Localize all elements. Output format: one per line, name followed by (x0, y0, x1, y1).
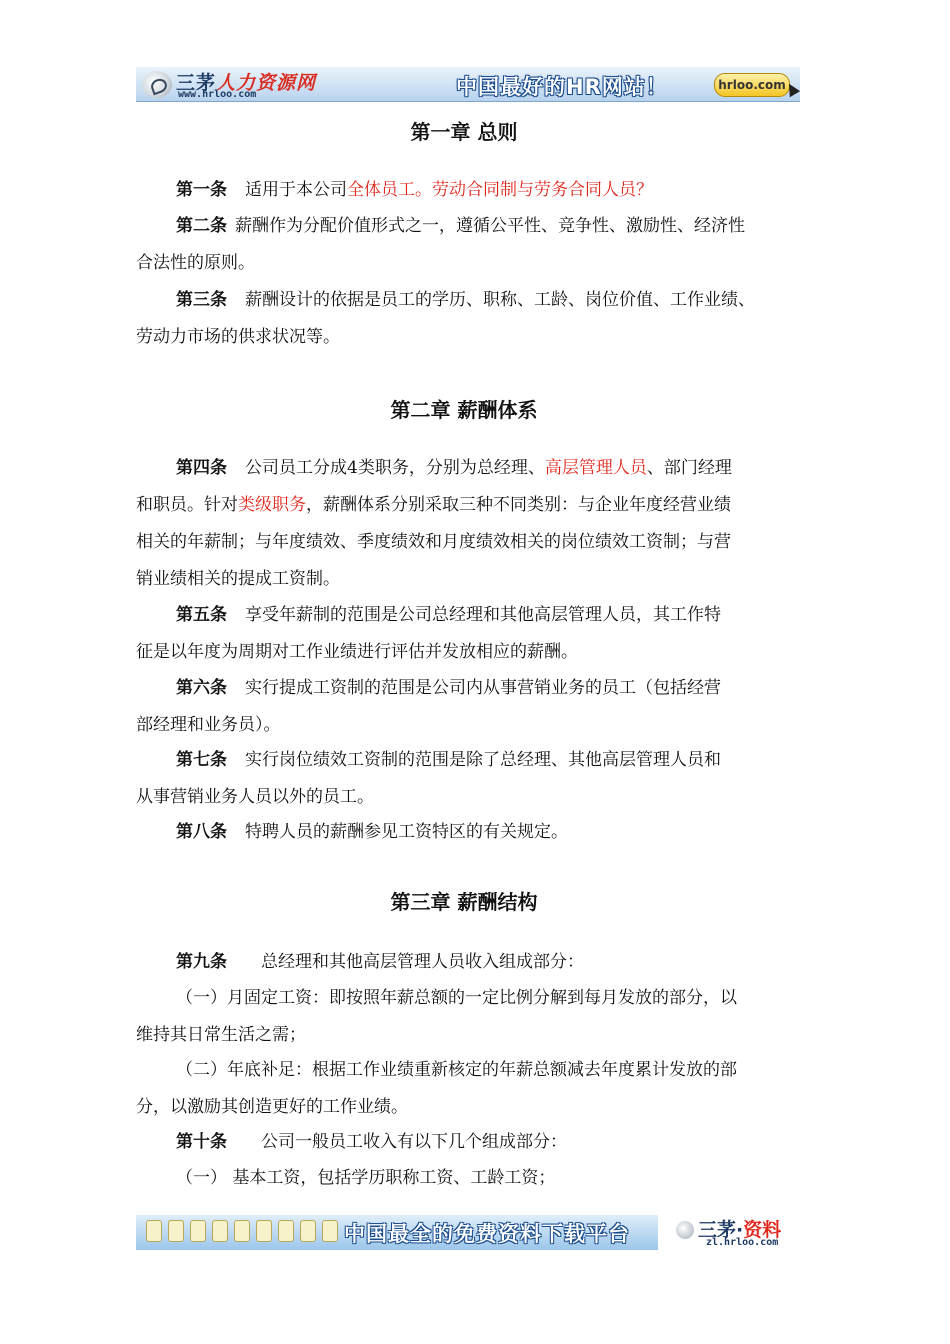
article-5: 第五条 享受年薪制的范围是公司总经理和其他高层管理人员，其工作特 征是以年度为周期对工作业绩进行评估并发放相应的薪酬。 (136, 605, 721, 662)
document-icon (256, 1220, 272, 1242)
article-9: 第九条 总经理和其他高层管理人员收入组成部分： (176, 952, 584, 972)
document-icon (168, 1220, 184, 1242)
article-6: 第六条 实行提成工资制的范围是公司内从事营销业务的员工（包括经营 部经理和业务员）。 (136, 678, 721, 735)
document-icon (234, 1220, 250, 1242)
top-banner[interactable] (136, 67, 800, 102)
clause-10-1: （一） 基本工资，包括学历职称工资、工龄工资； (176, 1168, 556, 1188)
highlighted-text: 高层管理人员 (544, 458, 647, 478)
article-label: 第四条 (176, 458, 227, 478)
article-3: 第三条 薪酬设计的依据是员工的学历、职称、工龄、岗位价值、工作业绩、 劳动力市场的供求状况等。 (136, 290, 755, 347)
bottom-banner[interactable] (136, 1215, 658, 1250)
highlighted-text: 类级职务 (238, 495, 306, 515)
clause-9-1: （一）月固定工资：即按照年薪总额的一定比例分解到每月发放的部分，以 维持其日常生活之需； (136, 988, 737, 1045)
hrloo-logo-icon (142, 71, 172, 98)
highlighted-text: 全体员工。劳动合同制与劳务合同人员？ (347, 180, 653, 200)
article-label: 第二条 (176, 216, 227, 236)
article-10: 第十条 公司一般员工收入有以下几个组成部分： (176, 1132, 567, 1152)
document-icons (146, 1220, 338, 1242)
chapter-title-1: 第一章 总则 (410, 120, 518, 144)
article-4: 第四条 公司员工分成4类职务，分别为总经理、高层管理人员、部门经理 和职员。针对类级职务，薪酬体系分别采取三种不同类别：与企业年度经营业绩 相关的年薪制；与年度绩效、季度绩效和月度绩效相关的岗位绩效工资制；与营 销业绩相关的提成工资制。 (136, 458, 732, 589)
article-label: 第六条 (176, 678, 227, 698)
document-icon (190, 1220, 206, 1242)
bottom-logo-name: 三茅·资料 (698, 1219, 782, 1241)
site-link-button[interactable]: hrloo.com (714, 73, 790, 97)
article-label: 第七条 (176, 750, 227, 770)
document-icon (322, 1220, 338, 1242)
chapter-title-3: 第三章 薪酬结构 (390, 890, 538, 914)
article-label: 第十条 (176, 1132, 227, 1152)
article-8: 第八条 特聘人员的薪酬参见工资特区的有关规定。 (176, 822, 568, 842)
document-icon (300, 1220, 316, 1242)
chapter-title-2: 第二章 薪酬体系 (390, 398, 538, 422)
article-label: 第八条 (176, 822, 227, 842)
clause-9-2: （二）年底补足：根据工作业绩重新核定的年薪总额减去年度累计发放的部 分，以激励其创造更好的工作业绩。 (136, 1060, 737, 1117)
article-label: 第一条 (176, 180, 227, 200)
bottom-banner-slogan: 中国最全的免费资料下载平台 (344, 1222, 630, 1246)
article-2: 第二条 薪酬作为分配价值形式之一，遵循公平性、竞争性、激励性、经济性 合法性的原则。 (136, 216, 745, 273)
bottom-logo[interactable] (676, 1215, 800, 1250)
article-label: 第九条 (176, 952, 227, 972)
banner-slogan: 中国最好的HR网站！ (456, 75, 668, 99)
banner-logo-title: 三茅人力资源网 (176, 72, 317, 94)
hrloo-logo-icon (676, 1221, 694, 1239)
bottom-logo-url: zl.hrloo.com (706, 1237, 779, 1248)
document-icon (212, 1220, 228, 1242)
document-icon (146, 1220, 162, 1242)
article-label: 第三条 (176, 290, 227, 310)
article-label: 第五条 (176, 605, 227, 625)
document-icon (278, 1220, 294, 1242)
article-7: 第七条 实行岗位绩效工资制的范围是除了总经理、其他高层管理人员和 从事营销业务人员以外的员工。 (136, 750, 721, 807)
banner-logo-url: www.hrloo.com (178, 89, 257, 100)
article-1: 第一条 适用于本公司全体员工。劳动合同制与劳务合同人员？ (176, 180, 653, 200)
